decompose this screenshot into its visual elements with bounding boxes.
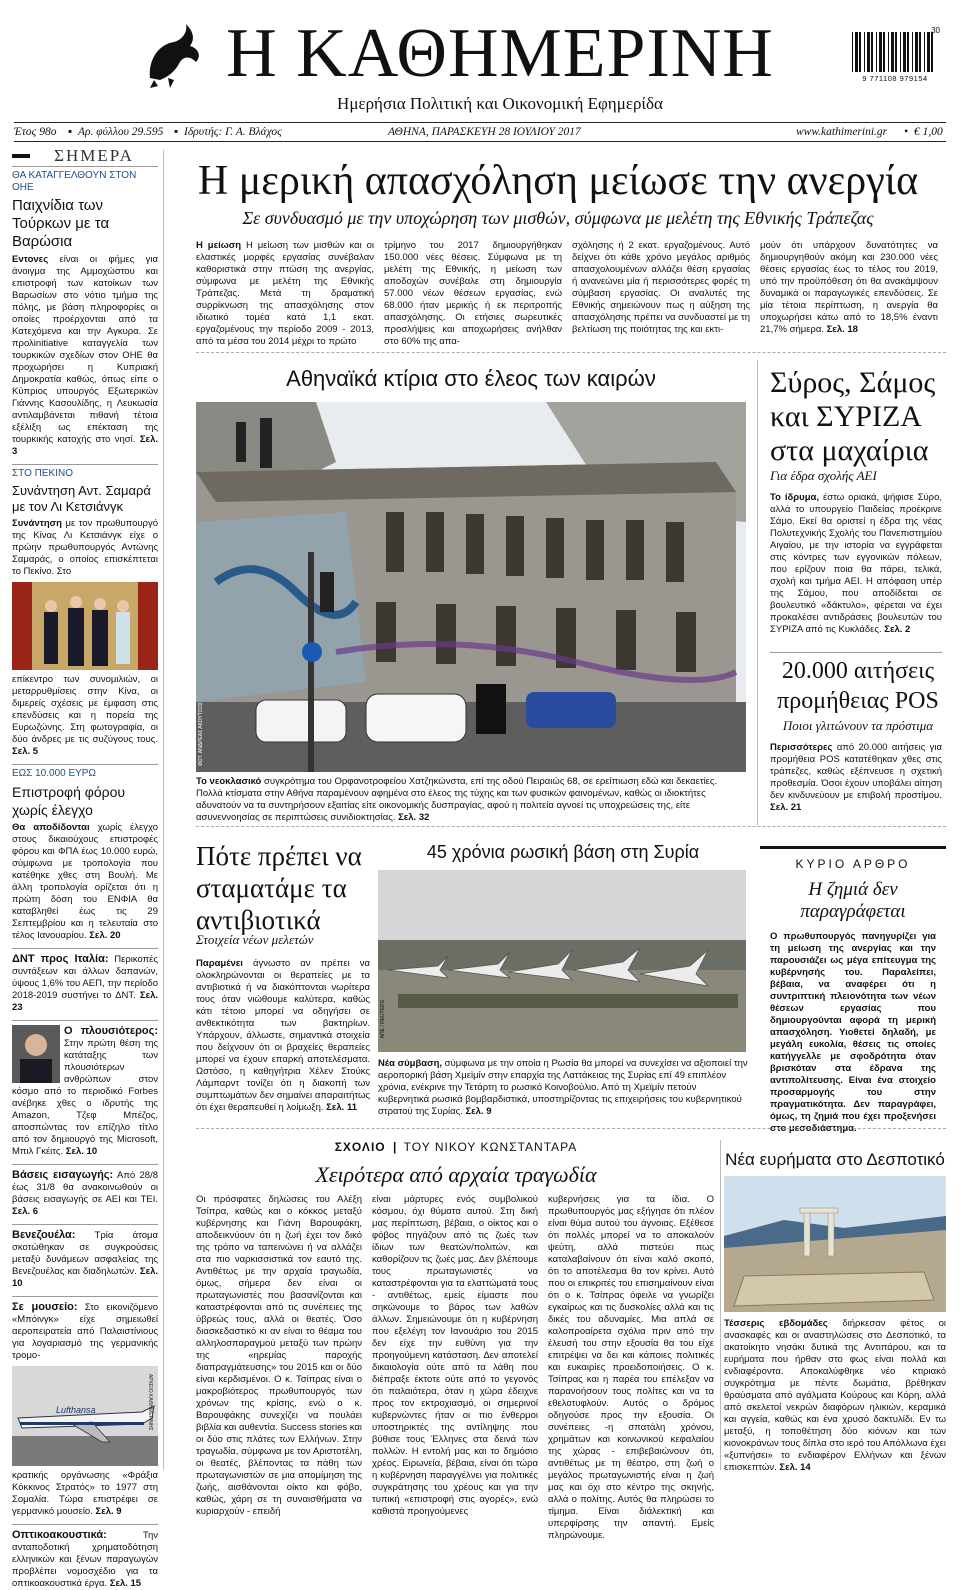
syros-body: Το ίδρυμα, έστω οριακά, ψήφισε Σύρο, αλλά το υπουργείο Παιδείας προέκρινε Σάμο. Εκεί θα οριστεί η έδρα της νέας Πολυτεχνικής Σχολής του Πανεπιστημίου Αιγαίου, με την ιστορία να εγγράφεται στις κόντρες των εγγονικών πόλεων, που ερίζουν ποια θα πάρει, τελικά, σχολή και τμήμα ΑΕΙ. Η απόφαση υπέρ της Σάμου, που αποδίδεται σε βουλευτικό «δάκτυλο», φέρεται να έχει προκαλέσει αντιδράσεις βουλευτών του ΣΥΡΙΖΑ από τις Κυκλάδες. Σελ. 2	[770, 492, 942, 635]
comment-headline[interactable]: Χειρότερα από αρχαία τραγωδία	[315, 1162, 597, 1187]
price: € 1,00	[914, 126, 943, 138]
despotiko-body: Τέσσερις εβδομάδες διήρκεσαν φέτος οι ανασκαφές και οι αναστηλώσεις στο Δεσποτικό, τα ακατοίκητο νησάκι δυτικά της Αντιπάρου, και τα ευρήματα που ήρθαν στο φως είναι πολλά και ενδιαφέροντα. Αποκαλύφθηκε νέο κτιριακό συγκρότημα με πέντε δωμάτια, βρέθηκαν θραύσματα από αγάλματα Κούρους και Κόρη, αλλά από σκελετοί νεκρών διαφόρων ηλικιών, κεραμικά και αγγεία, καθώς και ένα χρυσό δακτυλίδι. Εν τω μεταξύ, η τοποθέτηση δύο κιόνων και των κιονοκράνων τους δίπλα στο ιερό του Απόλλωνα έχει «ξυπνήσει» το ενδιαφέρον Ελλήνων και ξένων επισκεπτών. Σελ. 14	[724, 1318, 946, 1473]
barcode	[850, 28, 940, 88]
today-item-varosia[interactable]	[12, 166, 158, 458]
bullet-venezuela[interactable]: Βενεζουέλα: Τρία άτομα σκοτώθηκαν σε συγκρούσεις μεταξύ δυνάμεων ασφαλείας της Βενεζουέλας και διαδηλωτών. Σελ. 10	[12, 1224, 158, 1290]
editorial-headline[interactable]: Η ζημιά δεν παραγράφεται	[800, 879, 906, 922]
lead-column-3: σχόλησης ή 2 εκατ. εργαζομένους. Αυτό δείχνει ότι κάθε χρόνο μεγάλος αριθμός απασχολουμένων αλλάζει θέση εργασίας ή ανανεώνει μία ή περισσότερες φορές τη σύμβαση εργασίας. Οι αναλυτές της Εθνικής σημειώνουν πως η αύξηση της απασχόλησης πρέπει να συνδυαστεί με τη βελτίωση της ποιότητας της και εκτι-	[572, 240, 750, 335]
syria-caption: Νέα σύμβαση, σύμφωνα με την οποία η Ρωσία θα μπορεί να συνεχίσει να αξιοποιεί την αεροπορική βάση Χμεϊμίν στην επαρχία της Λαττάκειας της Συρίας επί 49 επιπλέον χρόνια, ενέκρινε την Τετάρτη το ρωσικό Κοινοβούλιο. Από τη Χμεϊμίν πετούν κυβερνητικά ρωσικά βομβαρδιστικά, υποστηρίζοντας τις επιχειρήσεις του κυβερνητικού στρατού της Συρίας. Σελ. 9	[378, 1058, 748, 1117]
editorial-box	[760, 846, 946, 1134]
lead-column-4: μούν ότι υπάρχουν δυνατότητες να δημιουργηθούν ακόμη και 230.000 νέες θέσεις εργασίας έως το τέλος του 2019, υπό την προϋπόθεση ότι θα ανακάμψουν δυναμικά οι παραγωγικές επενδύσεις. Σε μία τέτοια περίπτωση, η ανεργία θα υποχωρήσει κάτω από το 18,5% έναντι 21,7% σήμερα. Σελ. 18	[760, 240, 938, 335]
headline[interactable]: Παιχνίδια των Τούρκων με τα Βαρώσια	[12, 197, 110, 250]
dateline: ΑΘΗΝΑ, ΠΑΡΑΣΚΕΥΗ 28 ΙΟΥΛΙΟΥ 2017	[388, 126, 581, 138]
pos-subhead: Ποιοι γλιτώνουν τα πρόστιμα	[782, 718, 934, 733]
founder: Ιδρυτής: Γ. Α. Βλάχος	[184, 126, 282, 138]
bullet-richest[interactable]: Ο πλουσιότερος: Στην πρώτη θέση της κατάταξης των πλουσιότερων ανθρώπων στον κόσμο από το περιοδικό Forbes ανέβηκε χθες ο ιδρυτής της Amazon, Τζεφ Μπέζος, αποσπώντας τον επίζηλο τίτλο από τον δημιουργό της Microsoft, Μπιλ Γκέιτς. Σελ. 10	[12, 1020, 158, 1158]
barcode-bar	[859, 32, 861, 72]
today-item-samaras[interactable]	[12, 464, 158, 758]
barcode-bar	[927, 32, 930, 72]
syros-headline[interactable]: Σύρος, Σάμος και ΣΥΡΙΖΑ στα μαχαίρια	[770, 366, 936, 467]
body: Εντονες είναι οι φήμες για άνοιγμα της Αμμοχώστου και επιστροφή των κατοίκων των Βαρωσίων στο νότιο τμήμα της πόλης, με βάση πληροφορίες οι οποίες προέρχονται από τα Κατεχόμενα και την Αγκυρα. Σε προλinitiative καταγγελία των τουρκικών σχεδίων στον ΟΗΕ θα προχωρήσει η Κυπριακή Δημοκρατία καθώς, όπως είπε ο Κύπριος υπουργός Εξωτερικών Γιάννης Κασουλίδης, η Λευκωσία αντιλαμβάνεται πιθανή τέτοια εξέλιξη ως επέκταση της τουρκικής κατοχής στο νησί. Σελ. 3	[12, 254, 158, 457]
today-column	[12, 146, 159, 1589]
today-label: ΣΗΜΕΡΑ	[54, 146, 134, 165]
barcode-bar	[876, 32, 877, 72]
bullet-museum[interactable]: Σε μουσείο: Στο εικονιζόμενο «Μπόινγκ» είχε σημειωθεί αεροπειρατεία από Παλαιστίνιους για λογαριασμό της γερμανικής τρομο- Lufthansa ΑΡΧΕΙΟ ΚΑΘΗΜΕΡΙΝΗΣ κρατικής οργάνωσης «Φράξια Κόκκινος Στρατός» το 1977 στη Σομαλία. Τώρα επιστρέφει σε γερμανικό μουσείο. Σελ. 9	[12, 1296, 158, 1518]
body: Συνάντηση με τον πρωθυπουργό της Κίνας Λι Κετσιάνγκ είχε ο πρώην πρωθυπουργός Αντώνης Σαμαράς, ο οποίος επισκέπτεται το Πεκίνο. Στο	[12, 518, 158, 577]
barcode-bar	[867, 32, 870, 72]
barcode-bar	[919, 32, 921, 72]
griffin-logo-icon	[140, 18, 204, 90]
masthead-title: Η ΚΑΘΗΜΕΡΙΝΗ	[226, 15, 774, 92]
barcode-bar	[855, 32, 858, 72]
bezos-photo	[12, 1025, 60, 1083]
barcode-bar	[864, 32, 865, 72]
comment-label: ΣΧΟΛΙΟ	[334, 1140, 386, 1154]
barcode-icon	[850, 28, 940, 74]
comment-header: ΣΧΟΛΙΟ | ΤΟΥ ΝΙΚΟΥ ΚΩΝΣΤΑΝΤΑΡΑ	[334, 1140, 578, 1154]
bullet-audiovisual[interactable]: Οπτικοακουστικά: Την ανταποδοτική χρηματοδότηση ελληνικών και ξένων παραγωγών προβλέπει νομοσχέδιο για τα οπτικοακουστικά έργα. Σελ. 15	[12, 1524, 158, 1590]
body: Θα αποδίδονται χωρίς έλεγχο στους δικαιούχους επιστροφές φόρου και ΦΠΑ έως 10.000 ευρώ, σύμφωνα με τροπολογία που κατέθηκε χθες στη Βουλή. Με άλλη τροπολογία ορίζεται ότι η πρώτη δόση του ΕΝΦΙΑ θα καταβληθεί έως τις 29 Σεπτεμβρίου και η τελευταία στο τέλος Ιανουαρίου. Σελ. 20	[12, 822, 158, 941]
barcode-bar	[915, 32, 918, 72]
antibiotics-headline[interactable]: Πότε πρέπει να σταματάμε τα αντιβιοτικά	[196, 841, 362, 935]
bullet-admissions[interactable]: Βάσεις εισαγωγής: Από 28/8 έως 31/8 θα ανακοινωθούν οι βάσεις εισαγωγής σε ΑΕΙ και ΤΕΙ. Σελ. 6	[12, 1164, 158, 1218]
antibiotics-body: Παραμένει άγνωστο αν πρέπει να ολοκληρώνονται οι θεραπείες με τα αντιβιοτικά ή να διακόπτονται νωρίτερα τους όταν νιώθουμε καλύτερα, καθώς κάτι τέτοιο μπορεί να οδηγήσει σε ανθεκτικότητα των βακτηρίων. Υπάρχουν, άλλωστε, σημαντικά στοιχεία που δείχνουν ότι οι βραχείες θεραπείες μπορεί να έχουν επαρκή αποτελέσματα. Ωστόσο, η καθηγήτρια Χέλεν Στούκς Λάμπαρντ τονίζει ότι η διακοπή των συμπτωμάτων δεν σημαίνει απαραιτήτως ότι έχει θεραπευθεί η λοίμωξη. Σελ. 11	[196, 958, 370, 1113]
plane-livery: Lufthansa	[56, 1405, 96, 1415]
barcode-bar	[912, 32, 913, 72]
barcode-bar	[903, 32, 906, 72]
antibiotics-subhead: Στοιχεία νέων μελετών	[196, 932, 314, 947]
lead-headline[interactable]: Η μερική απασχόληση μείωσε την ανεργία	[197, 158, 919, 204]
syros-subhead: Για έδρα σχολής ΑΕΙ	[770, 468, 877, 483]
comment-column-2: είναι μάρτυρες ενός συμβολικού κόσμου, όχι θύματα αυτού. Στη δική μας περίπτωση, βέβαια, ο οίκτος και ο φόβος πηγάζουν από τις ζωές των ίδιων των θεατών/πολιτών, και καθορίζουν τις ζωές μας. Δεν βλέπουμε τους πρωταγωνιστές να καταστρέφονται για τα ελαττώματά τους - αντιθέτως, εμείς είμαστε που σηκώνουμε το βάρος των λαθών άλλων. Σημειώνουμε ότι η κυβέρνηση που εξελέγη τον Ιανουάριο του 2015 δεν είχε την ευθύνη για την προηγούμενη κατάσταση. Δεν αποτελεί δικαιολογία ούτε από τα λάθη που διέπραξε έκτοτε ούτε από το γεγονός ότι παλαιότερα, όταν η χώρα έδειχνε προς τον εκτροχιασμό, οι σημερινοί κυβερνώντες ήταν οι πιο ένθερμοι υποστηρικτές της αντίληψης που βύθισε τους Έλληνες στα δεινά των πολλών. Η εντολή μας και το δημόσιο χρέος. Ειρωνεία, βέβαια, είναι ότι τώρα η κυβέρνηση παραγγέλνει για πολιτικές συγκράτησης του χρέους και για την τυπική «επιστροφή στις αγορές», ενώ καθιστά προηγούμενες	[372, 1194, 538, 1517]
barcode-issue: 30	[931, 26, 940, 35]
bullet-imf[interactable]: ΔΝΤ προς Ιταλία: Περικοπές συντάξεων και άλλων δαπανών, ύψους 1,6% του ΑΕΠ, την περίοδο 2018-2019 συστήνει το ΔΝΤ. Σελ. 23	[12, 948, 158, 1014]
despotiko-headline[interactable]: Νέα ευρήματα στο Δεσποτικό	[725, 1150, 945, 1169]
today-item-tax[interactable]	[12, 764, 158, 942]
syria-headline[interactable]: 45 χρόνια ρωσική βάση στη Συρία	[426, 842, 700, 862]
syria-photo	[378, 870, 746, 1052]
samaras-photo	[12, 582, 158, 670]
buildings-headline[interactable]: Αθηναϊκά κτίρια στο έλεος των καιρών	[286, 366, 656, 391]
comment-author: ΤΟΥ ΝΙΚΟΥ ΚΩΝΣΤΑΝΤΑΡΑ	[403, 1140, 578, 1154]
barcode-bar	[891, 32, 894, 72]
pos-headline[interactable]: 20.000 αιτήσεις προμήθειας POS	[777, 658, 939, 714]
buildings-photo	[196, 402, 746, 772]
plane-photo	[12, 1366, 158, 1466]
editorial-label: ΚΥΡΙΟ ΑΡΘΡΟ	[795, 857, 911, 871]
barcode-bar	[883, 32, 885, 72]
kicker: ΕΩΣ 10.000 ΕΥΡΩ	[12, 764, 158, 780]
pos-body: Περισσότερες από 20.000 αιτήσεις για προμήθεια POS κατατέθηκαν χθες στις τράπεζες, καθώς εξέπνευσε η σχετική προθεσμία. Όσοι έχουν υποβάλει αίτηση δεν κινδυνεύουν με επιβολή προστίμου. Σελ. 21	[770, 742, 942, 813]
masthead-subtitle: Ημερήσια Πολιτική και Οικονομική Εφημερίδα	[337, 94, 663, 113]
kicker: ΘΑ ΚΑΤΑΓΓΕΛΘΟΥΝ ΣΤΟΝ ΟΗΕ	[12, 166, 158, 194]
lead-subhead: Σε συνδυασμό με την υποχώρηση των μισθών, σύμφωνα με μελέτη της Εθνικής Τράπεζας	[242, 208, 874, 228]
buildings-caption: Το νεοκλασικό συγκρότημα του Ορφανοτροφείου Χατζηκώνστα, επί της οδού Πειραιώς 68, σε ερείπιωση εδώ και δεκαετίες. Πολλά κτίσματα στην Αθήνα παραμένουν αφημένα στο έλεος της τύχης και των φυσικών φαινομένων, καθώς οι ιδιοκτήτες αδυνατούν να τα συντηρήσουν εξαιτίας είτε οικονομικής δυσπραγίας, αφού η πολιτεία αγνοεί τις υποχρεώσεις της, είτε ασυνεννοησίας σε περιπτώσεις συνιδιοκτησίας. Σελ. 32	[196, 776, 718, 823]
editorial-body: Ο πρωθυπουργός πανηγυρίζει για τη μείωση της ανεργίας και την παρουσιάζει ως μέγα επίτευγμα της κυβέρνησής του. Παραλείπει, βέβαια, να αναφέρει ότι η συντριπτική πλειονότητα των νέων θέσεων εργασίας που δημιουργούνται αφορά τη μερική απασχόληση. Υιοθετεί δηλαδή, με μεγάλη ευκολία, θέσεις τις οποίες κατήγγελλε με σφοδρότητα όταν βρισκόταν στα έδρανα της αντιπολίτευσης. Είναι ένα στοιχείο προσαρμογής του στην πραγματικότητα. Δεν παραγράφει, όμως, τη ζημιά που έχει προξενήσει στο μεσοδιάστημα.	[770, 931, 936, 1134]
comment-column-3: κυβερνήσεις για τα ίδια. Ο πρωθυπουργός μας εξήγησε ότι πλέον είναι θύμα αυτού του άγνοιας. Εξέθεσε ότι πολλές μπορεί να το αποκαλούν ψεύτη, αλλά πιστεύει πως καταλαβαίνουν ότι είναι καλό σκοπό, ότι το αποτέλεσμα θα τον κρίνει. Αυτό που οι επικριτές του επισημαίνουν είναι ότι ο κ. Τσίπρας όφειλε να γνωρίζει εγκαίρως και τις δυσκολίες αλλά και τις δικές του αδυναμίες. Μια απλά σε καλοπροαίρετα σχόλια πριν από την έλευσή του στην εξουσία θα του είχε επιτρέψει να δει και κάποιες πολιτικές και ευκαιρίες προειδοποιήσεις. Ο κ. Τσίπρας και η παρέα του επέλεξαν να παρανοήσουν τους πολίτες και να τα εθελοτυφλούν. Αυτός ο δρόμος οδηγούσε προς την εξουσία. Οι συνέπειες -η σπατάλη χρόνου, χρημάτων και κοινωνικού κεφαλαίου της χώρας - επιβεβαιώνουν ότι, αντιθέτως με τη θέατρο, στη ζωή ο μεγάλος πρωταγωνιστής είναι η ζωή μας και όχι στο κέντρο της σκηνής, αλλά ο πολίτης. Αυτός θα πληρώσει το τίμημα. Είναι διάλεκτική και υπερφίρσης την απαντή. Εμείς πληρώνουμε.	[548, 1194, 714, 1541]
kicker: ΣΤΟ ΠΕΚΙΝΟ	[12, 464, 158, 480]
despotiko-photo	[724, 1176, 946, 1312]
comment-column-1: Οι πρόσφατες δηλώσεις του Αλέξη Τσίπρα, καθώς και ο κόκκος μεταξύ κυβέρνησης και Γιάνη Βαρουφάκη, αποδεικνύουν ότι η ζωή έχει τον δικό της τρόπο να ταπεινώνει ή να αλλάζει στα πιο ναρκισσιστικά τον εαυτό της. Αντιθέτως με την αρχαία τραγωδία, όμως, σήμερα δεν είναι οι πρωταγωνιστές που βασανίζονται και καταστρέφονται από τις συνέπειες της ύβρεώς τους, αλλά οι θεατές. Όσο διασκεδαστικό κι αν είναι το θέαμα του αλληλοσπαραγμού μεταξύ των πρώην της «ηρεμίας παροχής διαπραγμάτευσης» του 2015 και οι δύο είναι κερδισμένοι. Ο κ. Τσίπρας είναι ο μακροβιότερος πρωθυπουργός των χρόνων της κρίσης, ενώ ο κ. Βαρουφάκης συνεχίζει να πουλάει βιβλία και αυθεντία. Success stories και οι δύο στις πλάτες των Ελλήνων. Στην τραγωδία, σύμφωνα με τον Αριστοτέλη, οι θεατές, βλέποντας τα πάθη των πρωταγωνιστών σε μια απομίμηση της ζωής, αισθάνονται οίκτο και φόβο, καθώς, χάρη σε τη συναισθήματα να κυριαρχούν - επειδή	[196, 1194, 362, 1517]
barcode-number: 9 771108 979154	[862, 74, 928, 83]
barcode-bar	[871, 32, 873, 72]
barcode-bar	[879, 32, 882, 72]
barcode-bar	[924, 32, 925, 72]
barcode-bar	[900, 32, 901, 72]
headline[interactable]: Επιστροφή φόρου χωρίς έλεγχο	[12, 784, 126, 818]
plane-photo-credit: ΑΡΧΕΙΟ ΚΑΘΗΜΕΡΙΝΗΣ	[147, 1374, 153, 1431]
lead-column-1: Η μείωση Η μείωση των μισθών και οι ελαστικές μορφές εργασίας συνέβαλαν καθοριστικά στην πτώση της ανεργίας, σύμφωνα με μελέτη της Εθνικής Τράπεζας. Μετά τη δραματική συρρίκνωση της απασχόλησης στον ιδιωτικό τομέα κατά 1,1 εκατ. εργαζομένους την περίοδο 2009 - 2013, από τα μέσα του 2014 μέχρι το πρώτο	[196, 240, 374, 347]
barcode-bar	[895, 32, 897, 72]
barcode-bar	[907, 32, 909, 72]
lead-column-2: τρίμηνο του 2017 δημιουργήθηκαν 150.000 νέες θέσεις. Σύμφωνα με τη μελέτη της Εθνικής, η μείωση των αποδοχών συνέβαλε στη δημιουργία 57.000 νέων θέσεων εργασίας, ενώ 68.000 ήταν μερικής ή εκ περιτροπής απασχόλησης. Οι ετήσιες σωρευτικές προσλήψεις και αποχωρήσεις ανήλθαν στο 60% της απα-	[384, 240, 562, 347]
headline[interactable]: Συνάντηση Αντ. Σαμαρά με τον Λι Κετσιάνγκ	[12, 483, 151, 514]
info-bar: Έτος 98ο ▪ Αρ. φύλλου 29.595 ▪ Ιδρυτής: Γ. Α. Βλάχος ΑΘΗΝΑ, ΠΑΡΑΣΚΕΥΗ 28 ΙΟΥΛΙΟΥ 2017 www.kathimerini.gr • € 1,00	[14, 122, 946, 142]
barcode-bar	[931, 32, 933, 72]
website-link[interactable]: www.kathimerini.gr	[796, 126, 888, 138]
body-continued: επίκεντρο των συνομιλιών, οι μεταρρυθμίσεις στην Κίνα, οι διμερείς σχέσεις με έμφαση στις επενδύσεις και η πορεία της Ευρωζώνης. Στη φωτογραφία, οι δύο άνδρες με τις συζύγους τους. Σελ. 5	[12, 674, 158, 757]
buildings-photo-credit: ΦΩΤ. ΑΝΔΡΕΑΣ ΑΚΟΥΤΣΟΣ	[198, 702, 204, 766]
barcode-bar	[852, 32, 853, 72]
issue-number: Αρ. φύλλου 29.595	[78, 126, 164, 138]
barcode-bar	[888, 32, 889, 72]
syria-photo-credit: ΑΠΕ / REUTERS	[380, 1000, 386, 1039]
year: Έτος 98ο	[14, 126, 57, 138]
today-header	[12, 146, 158, 165]
